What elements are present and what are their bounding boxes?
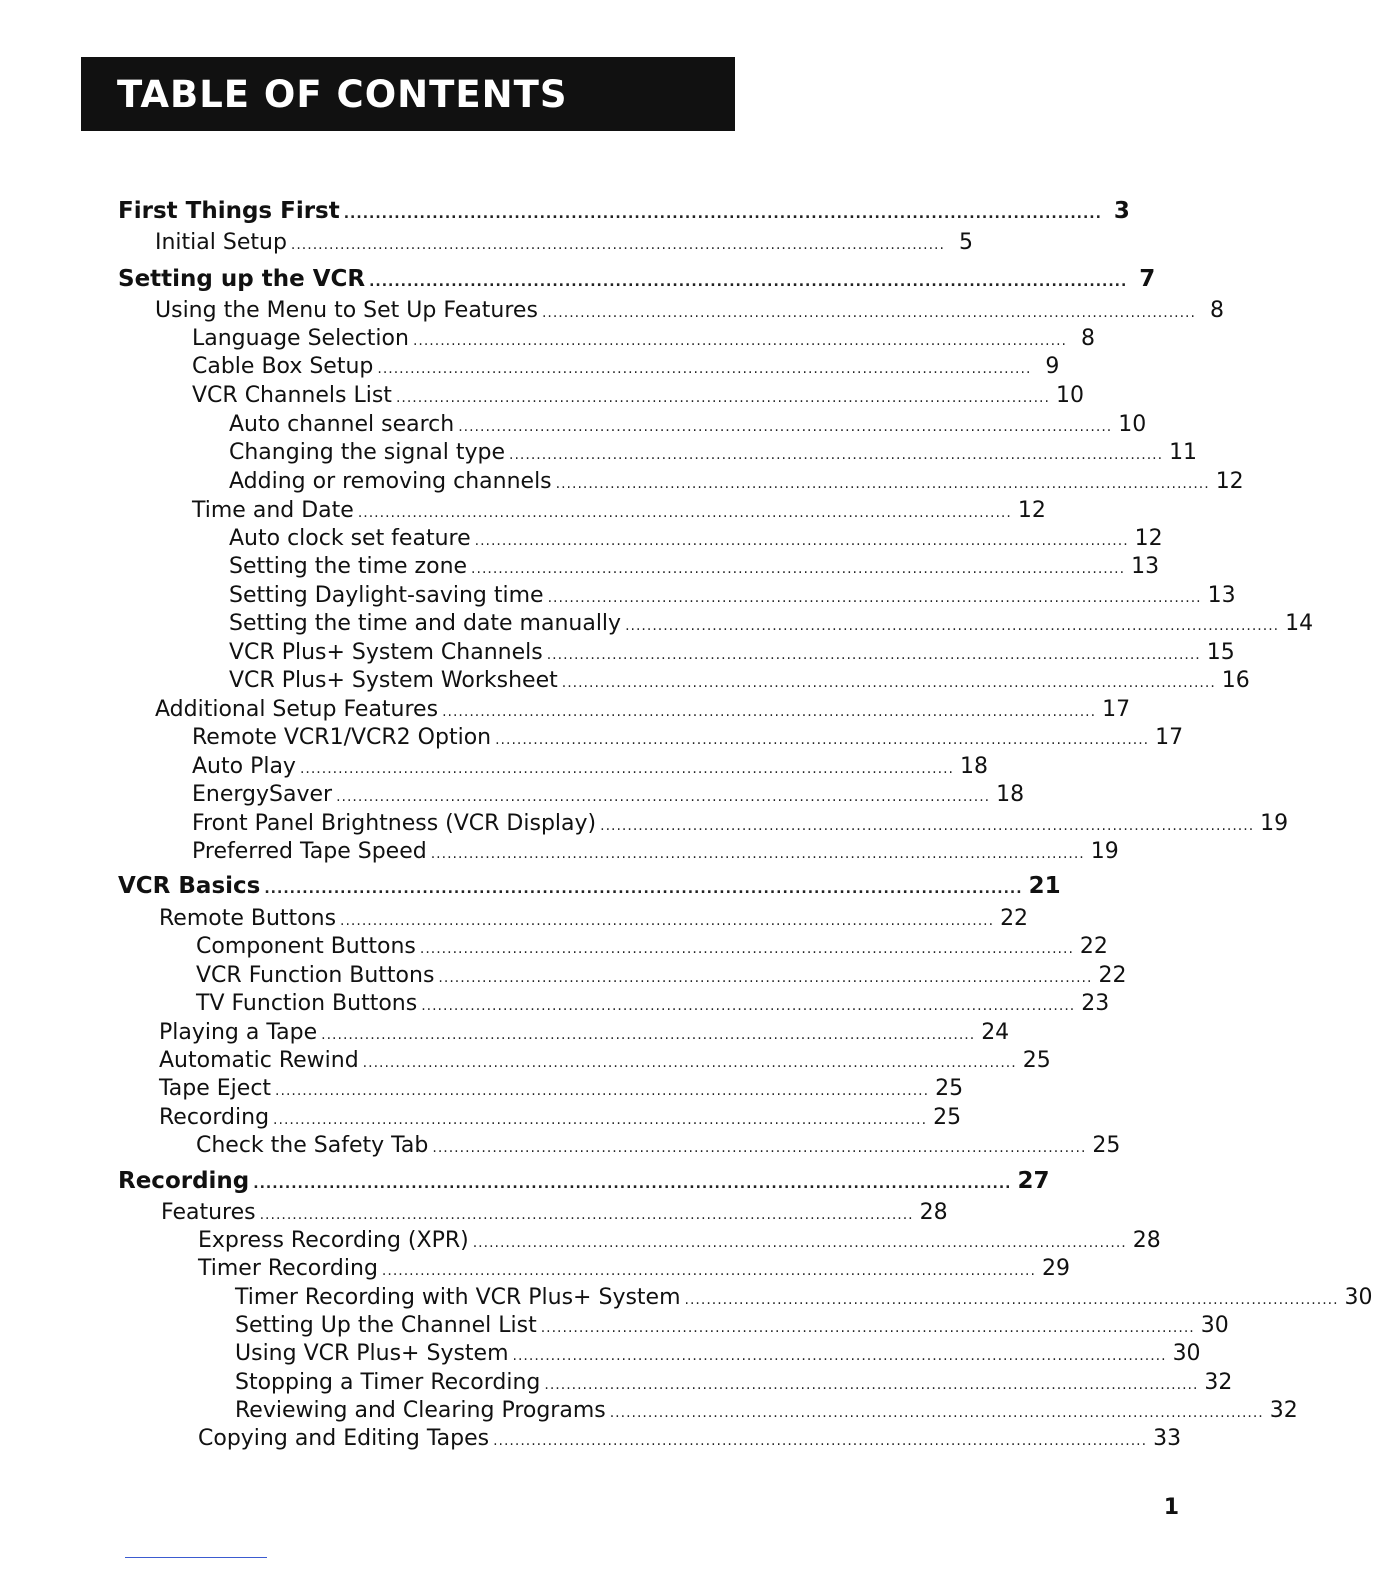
dot-leader: ........................................................................................................................ bbox=[512, 1348, 1167, 1364]
toc-entry-page: 13 bbox=[1207, 583, 1236, 608]
toc-entry-page: 22 bbox=[1000, 906, 1029, 931]
toc-section-heading bbox=[118, 266, 1156, 292]
toc-entry-page: 11 bbox=[1169, 440, 1198, 465]
toc-entry-page: 30 bbox=[1200, 1313, 1229, 1338]
dot-leader: ........................................................................................................................ bbox=[343, 206, 1102, 222]
toc-entry-page: 17 bbox=[1155, 725, 1184, 750]
dot-leader: ........................................................................................................................ bbox=[625, 618, 1280, 634]
toc-entry bbox=[192, 839, 1119, 864]
toc-entry-page: 28 bbox=[919, 1200, 948, 1225]
toc-entry bbox=[229, 469, 1244, 494]
toc-entry-label: Auto clock set feature bbox=[229, 526, 471, 551]
toc-entry-label: Using VCR Plus+ System bbox=[235, 1341, 509, 1366]
toc-entry-page: 22 bbox=[1079, 934, 1108, 959]
toc-entry-page: 10 bbox=[1055, 383, 1084, 408]
toc-entry-page: 27 bbox=[1017, 1168, 1050, 1194]
dot-leader: ........................................................................................................................ bbox=[395, 390, 1050, 406]
toc-entry-page: 19 bbox=[1090, 839, 1119, 864]
dot-leader: ........................................................................................................................ bbox=[357, 505, 1012, 521]
toc-entry-page: 18 bbox=[996, 782, 1025, 807]
toc-entry-page: 15 bbox=[1206, 640, 1235, 665]
toc-entry-page: 3 bbox=[1113, 198, 1130, 224]
toc-entry-label: Timer Recording bbox=[198, 1256, 378, 1281]
toc-entry bbox=[229, 640, 1235, 665]
dot-leader: ........................................................................................................................ bbox=[419, 941, 1074, 957]
toc-entry-page: 24 bbox=[981, 1020, 1010, 1045]
toc-entry-page: 17 bbox=[1102, 697, 1131, 722]
dot-leader: ........................................................................................................................ bbox=[412, 333, 1067, 349]
dot-leader: ........................................................................................................................ bbox=[253, 1176, 1012, 1192]
toc-entry-page: 28 bbox=[1132, 1228, 1161, 1253]
toc-entry bbox=[235, 1341, 1201, 1366]
toc-entry-page: 32 bbox=[1204, 1370, 1233, 1395]
dot-leader: ........................................................................................................................ bbox=[600, 818, 1255, 834]
toc-entry-label: Tape Eject bbox=[159, 1076, 272, 1101]
toc-entry bbox=[198, 1228, 1161, 1253]
toc-entry-label: Auto channel search bbox=[229, 412, 455, 437]
dot-leader: ........................................................................................................................ bbox=[432, 1140, 1087, 1156]
toc-entry-label: Preferred Tape Speed bbox=[192, 839, 427, 864]
toc-entry bbox=[161, 1200, 948, 1225]
toc-section-heading bbox=[118, 873, 1061, 899]
toc-entry-label: VCR Plus+ System Channels bbox=[229, 640, 543, 665]
toc-entry bbox=[192, 811, 1289, 836]
toc-entry-label: TV Function Buttons bbox=[196, 991, 418, 1016]
toc-entry-page: 5 bbox=[958, 230, 973, 255]
toc-entry-label: Setting up the VCR bbox=[118, 266, 366, 292]
toc-entry-label: Adding or removing channels bbox=[229, 469, 552, 494]
toc-entry-label: Setting the time zone bbox=[229, 554, 468, 579]
toc-section-heading bbox=[118, 1168, 1050, 1194]
toc-entry-page: 14 bbox=[1285, 611, 1314, 636]
toc-entry bbox=[198, 1256, 1070, 1281]
toc-entry-page: 22 bbox=[1098, 963, 1127, 988]
dot-leader: ........................................................................................................................ bbox=[544, 1377, 1199, 1393]
toc-entry bbox=[198, 1426, 1182, 1451]
toc-entry bbox=[196, 1133, 1121, 1158]
toc-entry-page: 18 bbox=[959, 754, 988, 779]
toc-entry bbox=[159, 1105, 962, 1130]
toc-entry-page: 25 bbox=[1022, 1048, 1051, 1073]
dot-leader: ........................................................................................................................ bbox=[430, 846, 1085, 862]
dot-leader: ........................................................................................................................ bbox=[421, 998, 1076, 1014]
toc-entry bbox=[196, 934, 1108, 959]
toc-entry bbox=[235, 1370, 1233, 1395]
toc-entry-page: 25 bbox=[1092, 1133, 1121, 1158]
toc-entry-label: Playing a Tape bbox=[159, 1020, 318, 1045]
toc-entry-page: 12 bbox=[1017, 498, 1046, 523]
toc-entry bbox=[229, 440, 1198, 465]
page-number: 1 bbox=[1163, 1495, 1179, 1520]
dot-leader: ........................................................................................................................ bbox=[299, 761, 954, 777]
dot-leader: ........................................................................................................................ bbox=[509, 447, 1164, 463]
toc-entry bbox=[192, 754, 988, 779]
toc-entry-label: Language Selection bbox=[192, 326, 409, 351]
dot-leader: ........................................................................................................................ bbox=[381, 1263, 1036, 1279]
dot-leader: ........................................................................................................................ bbox=[609, 1405, 1264, 1421]
dot-leader: ........................................................................................................................ bbox=[275, 1083, 930, 1099]
dot-leader: ........................................................................................................................ bbox=[321, 1027, 976, 1043]
toc-entry bbox=[229, 583, 1236, 608]
toc-entry bbox=[155, 230, 973, 255]
page-title: TABLE OF CONTENTS bbox=[117, 72, 568, 116]
toc-entry-page: 32 bbox=[1269, 1398, 1298, 1423]
toc-entry-label: Reviewing and Clearing Programs bbox=[235, 1398, 606, 1423]
toc-entry bbox=[192, 782, 1025, 807]
toc-entry-page: 16 bbox=[1221, 668, 1250, 693]
dot-leader: ........................................................................................................................ bbox=[336, 789, 991, 805]
toc-entry-page: 19 bbox=[1260, 811, 1289, 836]
toc-entry-label: Additional Setup Features bbox=[155, 697, 439, 722]
toc-entry-label: Recording bbox=[118, 1168, 250, 1194]
dot-leader: ........................................................................................................................ bbox=[546, 647, 1201, 663]
dot-leader: ........................................................................................................................ bbox=[541, 305, 1196, 321]
toc-entry-label: Recording bbox=[159, 1105, 270, 1130]
toc-entry-page: 9 bbox=[1045, 354, 1060, 379]
toc-entry-label: Express Recording (XPR) bbox=[198, 1228, 469, 1253]
toc-entry bbox=[229, 668, 1250, 693]
toc-entry bbox=[196, 991, 1110, 1016]
toc-entry-page: 30 bbox=[1172, 1341, 1201, 1366]
toc-entry-page: 33 bbox=[1153, 1426, 1182, 1451]
dot-leader: ........................................................................................................................ bbox=[561, 675, 1216, 691]
toc-entry bbox=[155, 697, 1131, 722]
toc-entry bbox=[159, 1020, 1010, 1045]
dot-leader: ........................................................................................................................ bbox=[369, 274, 1128, 290]
toc-entry-label: Time and Date bbox=[192, 498, 354, 523]
toc-entry-page: 23 bbox=[1081, 991, 1110, 1016]
dot-leader: ........................................................................................................................ bbox=[377, 361, 1032, 377]
toc-entry-label: Stopping a Timer Recording bbox=[235, 1370, 541, 1395]
toc-entry-label: Features bbox=[161, 1200, 256, 1225]
toc-entry-label: Using the Menu to Set Up Features bbox=[155, 298, 538, 323]
toc-entry bbox=[229, 412, 1147, 437]
toc-entry bbox=[229, 526, 1163, 551]
dot-leader: ........................................................................................................................ bbox=[259, 1207, 914, 1223]
dot-leader: ........................................................................................................................ bbox=[495, 732, 1150, 748]
toc-entry-label: Timer Recording with VCR Plus+ System bbox=[235, 1285, 681, 1310]
toc-entry-label: Auto Play bbox=[192, 754, 296, 779]
dot-leader: ........................................................................................................................ bbox=[474, 533, 1129, 549]
dot-leader: ........................................................................................................................ bbox=[458, 419, 1113, 435]
toc-entry bbox=[159, 1076, 964, 1101]
toc-entry-page: 8 bbox=[1209, 298, 1224, 323]
toc-entry-page: 21 bbox=[1028, 873, 1061, 899]
toc-entry-page: 10 bbox=[1118, 412, 1147, 437]
toc-entry-label: Changing the signal type bbox=[229, 440, 506, 465]
dot-leader: ........................................................................................................................ bbox=[362, 1055, 1017, 1071]
toc-entry-label: VCR Function Buttons bbox=[196, 963, 435, 988]
toc-entry-label: Automatic Rewind bbox=[159, 1048, 359, 1073]
toc-entry bbox=[192, 383, 1084, 408]
toc-entry-page: 29 bbox=[1041, 1256, 1070, 1281]
dot-leader: ........................................................................................................................ bbox=[472, 1235, 1127, 1251]
toc-entry-label: First Things First bbox=[118, 198, 340, 224]
toc-entry-label: VCR Basics bbox=[118, 873, 261, 899]
toc-entry bbox=[192, 498, 1046, 523]
toc-entry bbox=[155, 298, 1224, 323]
toc-entry-page: 12 bbox=[1134, 526, 1163, 551]
toc-entry bbox=[192, 326, 1095, 351]
toc-entry bbox=[192, 354, 1060, 379]
toc-entry-label: Setting Up the Channel List bbox=[235, 1313, 537, 1338]
dot-leader: ........................................................................................................................ bbox=[438, 970, 1093, 986]
toc-entry bbox=[235, 1313, 1229, 1338]
toc-entry-label: VCR Channels List bbox=[192, 383, 392, 408]
toc-entry bbox=[235, 1398, 1298, 1423]
dot-leader: ........................................................................................................................ bbox=[273, 1112, 928, 1128]
toc-entry-label: EnergySaver bbox=[192, 782, 333, 807]
toc-entry-label: VCR Plus+ System Worksheet bbox=[229, 668, 558, 693]
toc-entry-page: 25 bbox=[935, 1076, 964, 1101]
dot-leader: ........................................................................................................................ bbox=[442, 704, 1097, 720]
dot-leader: ........................................................................................................................ bbox=[555, 476, 1210, 492]
toc-entry bbox=[159, 906, 1029, 931]
toc-entry-label: Setting the time and date manually bbox=[229, 611, 622, 636]
toc-entry-page: 7 bbox=[1139, 266, 1156, 292]
dot-leader: ........................................................................................................................ bbox=[547, 590, 1202, 606]
toc-entry-label: Setting Daylight-saving time bbox=[229, 583, 544, 608]
toc-entry bbox=[229, 554, 1160, 579]
toc-entry bbox=[196, 963, 1127, 988]
toc-entry-label: Remote VCR1/VCR2 Option bbox=[192, 725, 492, 750]
toc-entry bbox=[235, 1285, 1373, 1310]
dot-leader: ........................................................................................................................ bbox=[493, 1433, 1148, 1449]
toc-entry-label: Copying and Editing Tapes bbox=[198, 1426, 490, 1451]
toc-entry bbox=[159, 1048, 1051, 1073]
dot-leader: ........................................................................................................................ bbox=[684, 1292, 1339, 1308]
dot-leader: ........................................................................................................................ bbox=[264, 881, 1023, 897]
dot-leader: ........................................................................................................................ bbox=[290, 237, 945, 253]
toc-entry-page: 25 bbox=[933, 1105, 962, 1130]
toc-entry-page: 30 bbox=[1344, 1285, 1373, 1310]
toc-entry-page: 12 bbox=[1215, 469, 1244, 494]
dot-leader: ........................................................................................................................ bbox=[540, 1320, 1195, 1336]
toc-entry-label: Initial Setup bbox=[155, 230, 287, 255]
toc-entry-label: Check the Safety Tab bbox=[196, 1133, 429, 1158]
toc-entry bbox=[192, 725, 1184, 750]
toc-entry-label: Remote Buttons bbox=[159, 906, 337, 931]
toc-entry bbox=[229, 611, 1314, 636]
dot-leader: ........................................................................................................................ bbox=[340, 913, 995, 929]
toc-entry-label: Cable Box Setup bbox=[192, 354, 374, 379]
toc-entry-page: 13 bbox=[1131, 554, 1160, 579]
dot-leader: ........................................................................................................................ bbox=[471, 561, 1126, 577]
toc-entry-page: 8 bbox=[1080, 326, 1095, 351]
bottom-divider bbox=[125, 1557, 267, 1558]
toc-section-heading bbox=[118, 198, 1130, 224]
toc-entry-label: Front Panel Brightness (VCR Display) bbox=[192, 811, 597, 836]
toc-entry-label: Component Buttons bbox=[196, 934, 416, 959]
